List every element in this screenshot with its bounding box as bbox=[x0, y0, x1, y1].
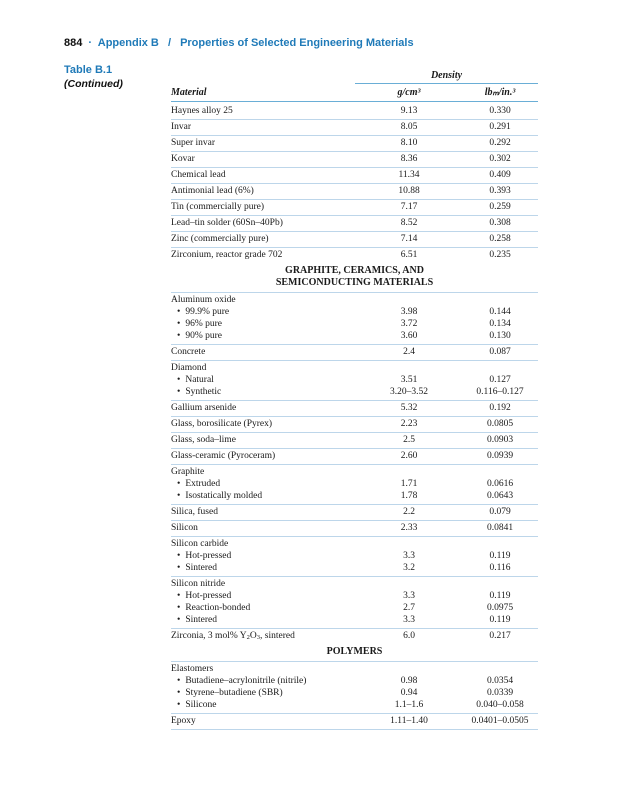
density-lbin3: 0.393 bbox=[489, 186, 511, 196]
density-lbin3: 0.119 bbox=[489, 551, 511, 561]
material-name: Glass, soda–lime bbox=[171, 435, 236, 445]
density-gcm3: 3.20–3.52 bbox=[390, 387, 428, 397]
density-gcm3: 3.60 bbox=[400, 331, 418, 341]
table-row bbox=[171, 521, 538, 537]
table-row-group bbox=[171, 577, 538, 629]
sub-row bbox=[171, 318, 538, 330]
material-name: Concrete bbox=[171, 347, 206, 357]
table-row bbox=[171, 232, 538, 248]
density-gcm3: 7.17 bbox=[400, 202, 418, 212]
material-name: • Hot-pressed bbox=[177, 590, 231, 602]
density-lbin3: 0.0841 bbox=[486, 523, 514, 533]
density-lbin3: 0.308 bbox=[489, 218, 511, 228]
density-lbin3: 0.0643 bbox=[486, 491, 514, 501]
column-header-row bbox=[171, 87, 538, 102]
density-gcm3: 3.2 bbox=[403, 563, 415, 573]
section-heading-line: SEMICONDUCTING MATERIALS bbox=[275, 277, 434, 288]
section-heading-line: GRAPHITE, CERAMICS, AND bbox=[285, 265, 424, 276]
density-gcm3: 1.1–1.6 bbox=[394, 700, 424, 710]
density-gcm3: 8.52 bbox=[400, 218, 418, 228]
appendix-label: Appendix B bbox=[97, 37, 159, 49]
group-title: Graphite bbox=[171, 467, 205, 477]
material-name: • Natural bbox=[177, 374, 214, 386]
table-row bbox=[171, 184, 538, 200]
column-header-material: Material bbox=[171, 87, 207, 98]
table-row bbox=[171, 629, 538, 644]
sub-row bbox=[171, 374, 538, 386]
material-name: • 90% pure bbox=[177, 330, 222, 342]
group-title: Elastomers bbox=[171, 664, 214, 674]
density-lbin3: 0.087 bbox=[489, 347, 511, 357]
table-row bbox=[171, 152, 538, 168]
density-lbin3: 0.0339 bbox=[486, 688, 514, 698]
density-gcm3: 8.05 bbox=[400, 122, 418, 132]
density-gcm3: 6.51 bbox=[400, 250, 418, 260]
running-head-slash: / bbox=[167, 37, 171, 49]
material-name: Epoxy bbox=[171, 716, 196, 726]
density-lbin3: 0.119 bbox=[489, 615, 511, 625]
sub-row bbox=[171, 478, 538, 490]
density-lbin3: 0.0354 bbox=[486, 676, 514, 686]
density-gcm3: 3.98 bbox=[400, 307, 418, 317]
density-lbin3: 0.0401–0.0505 bbox=[471, 716, 529, 726]
density-lbin3: 0.130 bbox=[489, 331, 511, 341]
material-name: Lead–tin solder (60Sn–40Pb) bbox=[171, 218, 283, 228]
material-name: • Silicone bbox=[177, 699, 216, 711]
table-row-group bbox=[171, 537, 538, 577]
sub-row bbox=[171, 386, 538, 398]
density-lbin3: 0.302 bbox=[489, 154, 511, 164]
material-name: • 99.9% pure bbox=[177, 306, 229, 318]
table-row bbox=[171, 714, 538, 730]
material-name: • Reaction-bonded bbox=[177, 602, 250, 614]
density-gcm3: 2.23 bbox=[400, 419, 418, 429]
density-lbin3: 0.258 bbox=[489, 234, 511, 244]
table-row bbox=[171, 417, 538, 433]
sub-row bbox=[171, 675, 538, 687]
table-continued: (Continued) bbox=[64, 78, 123, 90]
group-title: Aluminum oxide bbox=[171, 295, 236, 305]
density-lbin3: 0.0805 bbox=[486, 419, 514, 429]
running-head bbox=[64, 37, 414, 49]
material-name: • Sintered bbox=[177, 562, 217, 574]
table-row bbox=[171, 505, 538, 521]
material-name: Super invar bbox=[171, 138, 216, 148]
table-label: Table B.1 bbox=[64, 64, 113, 76]
page-number: 884 bbox=[64, 37, 83, 49]
density-lbin3: 0.259 bbox=[489, 202, 511, 212]
density-lbin3: 0.217 bbox=[489, 631, 511, 641]
density-lbin3: 0.116 bbox=[489, 563, 511, 573]
group-title: Silicon carbide bbox=[171, 539, 229, 549]
density-lbin3: 0.0616 bbox=[486, 479, 514, 489]
density-gcm3: 2.2 bbox=[403, 507, 415, 517]
column-header-lbin3: lbₘ/in.³ bbox=[484, 87, 516, 98]
table-row bbox=[171, 248, 538, 263]
table-row bbox=[171, 168, 538, 184]
material-name: • Hot-pressed bbox=[177, 550, 231, 562]
sub-row bbox=[171, 306, 538, 318]
density-lbin3: 0.292 bbox=[489, 138, 511, 148]
table-row bbox=[171, 433, 538, 449]
density-gcm3: 0.98 bbox=[400, 676, 418, 686]
density-lbin3: 0.079 bbox=[489, 507, 511, 517]
density-lbin3: 0.192 bbox=[489, 403, 511, 413]
density-gcm3: 1.11–1.40 bbox=[390, 716, 428, 726]
material-name: Chemical lead bbox=[171, 170, 226, 180]
sub-row bbox=[171, 590, 538, 602]
table-row-group bbox=[171, 293, 538, 345]
density-gcm3: 7.14 bbox=[400, 234, 418, 244]
density-gcm3: 3.3 bbox=[403, 591, 415, 601]
sub-row bbox=[171, 614, 538, 626]
table-row bbox=[171, 136, 538, 152]
material-name: Gallium arsenide bbox=[171, 403, 237, 413]
density-gcm3: 11.34 bbox=[398, 170, 420, 180]
material-name: • 96% pure bbox=[177, 318, 222, 330]
density-lbin3: 0.291 bbox=[489, 122, 511, 132]
column-header-gcm3: g/cm³ bbox=[397, 87, 421, 98]
material-name: Glass, borosilicate (Pyrex) bbox=[171, 419, 273, 429]
density-gcm3: 0.94 bbox=[400, 688, 418, 698]
table-row-group bbox=[171, 662, 538, 714]
table-row-group bbox=[171, 465, 538, 505]
density-gcm3: 1.71 bbox=[400, 479, 418, 489]
table-row bbox=[171, 345, 538, 361]
density-gcm3: 3.3 bbox=[403, 615, 415, 625]
density-gcm3: 2.4 bbox=[403, 347, 415, 357]
density-lbin3: 0.0939 bbox=[486, 451, 514, 461]
density-gcm3: 6.0 bbox=[403, 631, 415, 641]
density-lbin3: 0.127 bbox=[489, 375, 511, 385]
material-name: Glass-ceramic (Pyroceram) bbox=[171, 451, 276, 461]
table-row bbox=[171, 401, 538, 417]
material-name: Kovar bbox=[171, 154, 195, 164]
sub-row bbox=[171, 330, 538, 342]
table-row bbox=[171, 120, 538, 136]
running-head-separator: · bbox=[88, 37, 93, 49]
section-heading-line: POLYMERS bbox=[326, 646, 383, 657]
material-name: Tin (commercially pure) bbox=[171, 202, 265, 212]
density-lbin3: 0.116–0.127 bbox=[476, 387, 524, 397]
table-row bbox=[171, 200, 538, 216]
density-lbin3: 0.040–0.058 bbox=[476, 700, 524, 710]
material-name: Invar bbox=[171, 122, 192, 132]
density-lbin3: 0.134 bbox=[489, 319, 511, 329]
density-gcm3: 5.32 bbox=[400, 403, 418, 413]
table-row bbox=[171, 449, 538, 465]
density-lbin3: 0.0975 bbox=[486, 603, 514, 613]
density-header: Density bbox=[355, 70, 538, 84]
section-heading-ceramics bbox=[171, 263, 538, 293]
sub-row bbox=[171, 699, 538, 711]
sub-row bbox=[171, 687, 538, 699]
group-title: Diamond bbox=[171, 363, 207, 373]
appendix-title: Properties of Selected Engineering Materials bbox=[180, 37, 414, 49]
table-body bbox=[171, 104, 538, 730]
material-name: • Butadiene–acrylonitrile (nitrile) bbox=[177, 675, 306, 687]
density-lbin3: 0.235 bbox=[489, 250, 511, 260]
material-name: • Extruded bbox=[177, 478, 220, 490]
material-name: Zirconia, 3 mol% $Y_2O_3$, sintered bbox=[171, 631, 295, 641]
material-name: Silica, fused bbox=[171, 507, 218, 517]
material-name: Silicon bbox=[171, 523, 198, 533]
density-gcm3: 2.33 bbox=[400, 523, 418, 533]
density-gcm3: 2.5 bbox=[403, 435, 415, 445]
material-name: Zinc (commercially pure) bbox=[171, 234, 269, 244]
density-gcm3: 8.36 bbox=[400, 154, 418, 164]
group-title: Silicon nitride bbox=[171, 579, 226, 589]
density-lbin3: 0.0903 bbox=[486, 435, 514, 445]
density-lbin3: 0.409 bbox=[489, 170, 511, 180]
density-gcm3: 8.10 bbox=[400, 138, 418, 148]
density-gcm3: 2.7 bbox=[403, 603, 415, 613]
density-gcm3: 2.60 bbox=[400, 451, 418, 461]
material-name: • Synthetic bbox=[177, 386, 221, 398]
density-lbin3: 0.144 bbox=[489, 307, 511, 317]
material-name: • Styrene–butadiene (SBR) bbox=[177, 687, 283, 699]
sub-row bbox=[171, 602, 538, 614]
density-lbin3: 0.330 bbox=[489, 106, 511, 116]
material-name: • Isostatically molded bbox=[177, 490, 262, 502]
density-lbin3: 0.119 bbox=[489, 591, 511, 601]
material-name: Haynes alloy 25 bbox=[171, 106, 233, 116]
density-gcm3: 3.3 bbox=[403, 551, 415, 561]
density-gcm3: 9.13 bbox=[400, 106, 418, 116]
sub-row bbox=[171, 550, 538, 562]
material-name: • Sintered bbox=[177, 614, 217, 626]
density-gcm3: 1.78 bbox=[400, 491, 418, 501]
density-gcm3: 10.88 bbox=[398, 186, 420, 196]
density-gcm3: 3.51 bbox=[400, 375, 418, 385]
table-row bbox=[171, 216, 538, 232]
table-row-group bbox=[171, 361, 538, 401]
material-name: Antimonial lead (6%) bbox=[171, 186, 254, 196]
section-heading-polymers bbox=[171, 644, 538, 662]
material-name: Zirconium, reactor grade 702 bbox=[171, 250, 283, 260]
table-row bbox=[171, 104, 538, 120]
sub-row bbox=[171, 562, 538, 574]
density-gcm3: 3.72 bbox=[400, 319, 418, 329]
sub-row bbox=[171, 490, 538, 502]
